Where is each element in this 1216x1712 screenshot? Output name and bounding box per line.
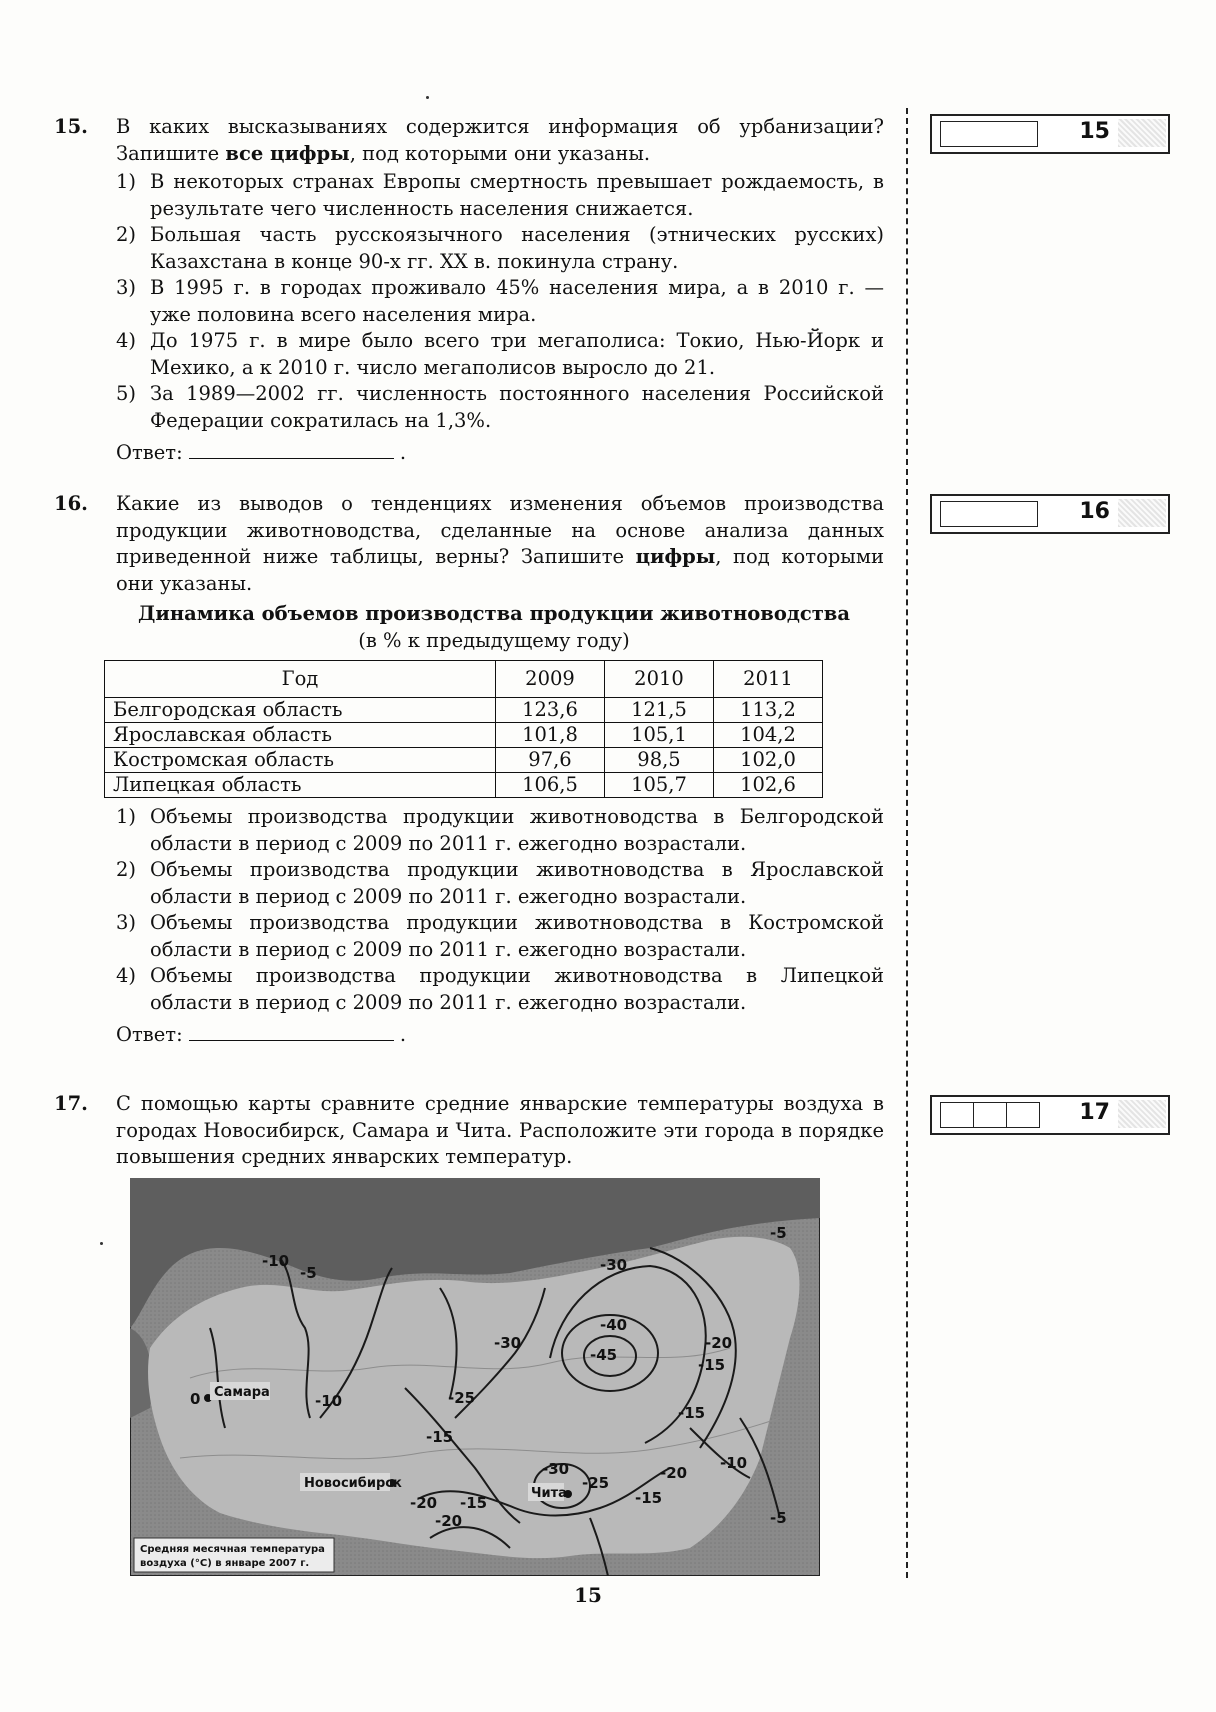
- table-title: Динамика объемов производства продукции животноводства: [138, 602, 850, 625]
- table-row: Липецкая область 106,5 105,7 102,6: [105, 773, 823, 798]
- city-label-samara: Самара: [214, 1385, 270, 1400]
- option: 1) В некоторых странах Европы смертность превышает рождаемость, в результате чего численность населения снижается.: [116, 170, 884, 220]
- isotherm-label: 0: [190, 1390, 201, 1408]
- answer-box-17[interactable]: [930, 1095, 1170, 1135]
- isotherm-label: -20: [705, 1334, 733, 1352]
- isotherm-label: -30: [600, 1256, 628, 1274]
- isotherm-label: -15: [426, 1428, 454, 1446]
- answer-cells[interactable]: [940, 1102, 1040, 1128]
- option: 4) До 1975 г. в мире было всего три мегаполиса: Токио, Нью-Йорк и Мехико, а к 2010 г. число мегаполисов выросло до 21.: [116, 329, 884, 379]
- isotherm-label: -30: [494, 1334, 522, 1352]
- option: 5) За 1989—2002 гг. численность постоянного населения Российской Федерации сократилась на 1,3%.: [116, 382, 884, 432]
- box-shading: [1118, 119, 1166, 147]
- question-text: В каких высказываниях содержится информация об урбанизации? Запишите все цифры, под которыми они указаны.: [116, 115, 884, 165]
- isotherm-label: -15: [698, 1356, 726, 1374]
- temperature-map: [130, 1178, 820, 1576]
- table-row: Ярославская область 101,8 105,1 104,2: [105, 723, 823, 748]
- option: 1) Объемы производства продукции животноводства в Белгородской области в период с 2009 по 2011 г. ежегодно возрастали.: [116, 805, 884, 855]
- question-15: [54, 114, 884, 467]
- isotherm-label: -10: [720, 1454, 748, 1472]
- option: 2) Объемы производства продукции животноводства в Ярославской области в период с 2009 по 2011 г. ежегодно возрастали.: [116, 858, 884, 908]
- question-number: 15.: [54, 115, 88, 138]
- legend-line-2: воздуха (°С) в январе 2007 г.: [140, 1558, 310, 1569]
- isotherm-label: -5: [770, 1224, 787, 1242]
- isotherm-label: -20: [410, 1494, 438, 1512]
- isotherm-label: -15: [635, 1489, 663, 1507]
- isotherm-label: -25: [582, 1474, 610, 1492]
- isotherm-label: -5: [770, 1509, 787, 1527]
- options-list: [54, 169, 884, 434]
- question-number: 16.: [54, 492, 88, 515]
- legend-line-1: Средняя месячная температура: [140, 1544, 325, 1555]
- question-text: С помощью карты сравните средние январские температуры воздуха в городах Новосибирск, Самара и Чита. Расположите эти города в порядке повышения средних январских температур.: [116, 1092, 884, 1168]
- city-label-novosibirsk: Новосибирск: [304, 1476, 402, 1491]
- option: 3) Объемы производства продукции животноводства в Костромской области в период с 2009 по 2011 г. ежегодно возрастали.: [116, 911, 884, 961]
- option: 4) Объемы производства продукции животноводства в Липецкой области в период с 2009 по 2011 г. ежегодно возрастали.: [116, 964, 884, 1014]
- answer-box-number: 17: [1079, 1100, 1110, 1125]
- question-17: [54, 1091, 884, 1171]
- isotherm-label: -45: [590, 1346, 618, 1364]
- question-16: [54, 491, 884, 1049]
- answer-box-16[interactable]: [930, 494, 1170, 534]
- answer-box-number: 15: [1079, 119, 1110, 144]
- question-number: 17.: [54, 1092, 88, 1115]
- table-header-row: Год 2009 2010 2011: [105, 661, 823, 698]
- question-text: Какие из выводов о тенденциях изменения объемов производства продукции животноводства, сделанные на основе анализа данных приведенной ниже таблицы, верны? Запишите цифры, под которыми они указаны.: [116, 492, 884, 595]
- option: 2) Большая часть русскоязычного населения (этнических русских) Казахстана в конце 90-х гг. XX в. покинула страну.: [116, 223, 884, 273]
- page-number: 15: [574, 1583, 602, 1607]
- table-row: Костромская область 97,6 98,5 102,0: [105, 748, 823, 773]
- isotherm-label: -25: [448, 1389, 476, 1407]
- isotherm-label: -5: [300, 1264, 317, 1282]
- table-row: Белгородская область 123,6 121,5 113,2: [105, 698, 823, 723]
- table-subtitle: (в % к предыдущему году): [358, 628, 630, 652]
- box-shading: [1118, 1100, 1166, 1128]
- answer-line[interactable]: Ответ: .: [116, 441, 407, 464]
- isotherm-label: -10: [262, 1252, 290, 1270]
- option: 3) В 1995 г. в городах проживало 45% населения мира, а в 2010 г. — уже половина всего населения мира.: [116, 276, 884, 326]
- data-table: [104, 660, 823, 798]
- box-shading: [1118, 499, 1166, 527]
- answer-cells[interactable]: [940, 501, 1038, 527]
- isotherm-label: -10: [315, 1392, 343, 1410]
- isotherm-label: -15: [460, 1494, 488, 1512]
- answer-cells[interactable]: [940, 121, 1038, 147]
- margin-line: [906, 108, 908, 1578]
- answer-box-number: 16: [1079, 499, 1110, 524]
- answer-box-15[interactable]: [930, 114, 1170, 154]
- speck: [426, 96, 429, 99]
- speck: [100, 1242, 103, 1245]
- isotherm-label: -20: [435, 1512, 463, 1530]
- isotherm-label: -30: [542, 1460, 570, 1478]
- answer-line[interactable]: Ответ: .: [116, 1023, 407, 1046]
- isotherm-label: -20: [660, 1464, 688, 1482]
- options-list: [54, 804, 884, 1016]
- city-label-chita: Чита: [531, 1486, 567, 1501]
- isotherm-label: -40: [600, 1316, 628, 1334]
- isotherm-label: -15: [678, 1404, 706, 1422]
